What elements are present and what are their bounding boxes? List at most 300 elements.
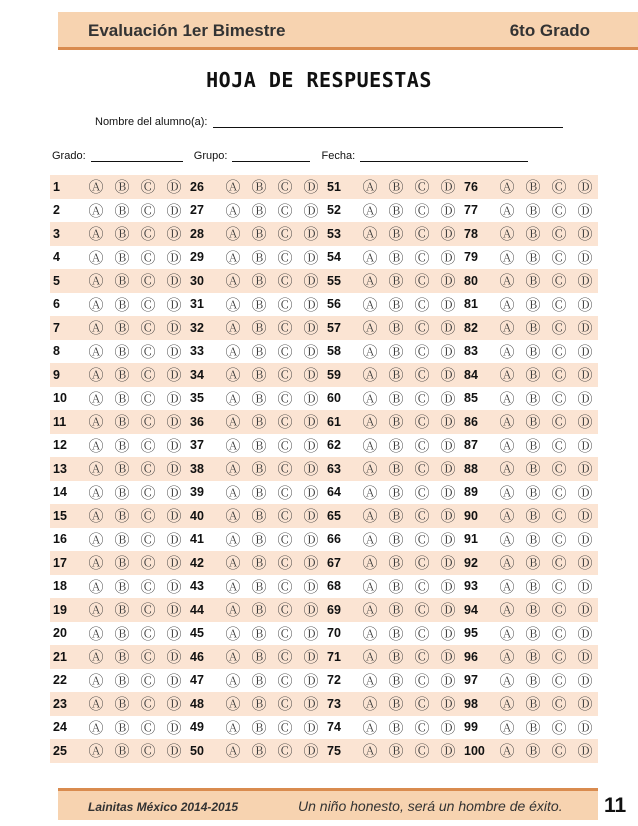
answer-bubble-a[interactable]: Ⓐ <box>362 248 378 267</box>
answer-bubble-a[interactable]: Ⓐ <box>88 601 104 620</box>
answer-bubble-d[interactable]: Ⓓ <box>166 413 182 432</box>
answer-bubble-c[interactable]: Ⓒ <box>414 695 430 714</box>
answer-bubble-d[interactable]: Ⓓ <box>440 695 456 714</box>
answer-bubble-a[interactable]: Ⓐ <box>499 624 515 643</box>
answer-bubble-a[interactable]: Ⓐ <box>225 624 241 643</box>
answer-bubble-a[interactable]: Ⓐ <box>362 742 378 761</box>
answer-bubble-c[interactable]: Ⓒ <box>277 389 293 408</box>
answer-bubble-c[interactable]: Ⓒ <box>140 342 156 361</box>
answer-bubble-c[interactable]: Ⓒ <box>140 178 156 197</box>
answer-bubble-b[interactable]: Ⓑ <box>251 577 267 596</box>
answer-bubble-b[interactable]: Ⓑ <box>114 295 130 314</box>
answer-bubble-a[interactable]: Ⓐ <box>225 272 241 291</box>
answer-bubble-b[interactable]: Ⓑ <box>251 460 267 479</box>
answer-bubble-d[interactable]: Ⓓ <box>440 718 456 737</box>
answer-bubble-d[interactable]: Ⓓ <box>440 507 456 526</box>
answer-bubble-a[interactable]: Ⓐ <box>225 413 241 432</box>
answer-bubble-b[interactable]: Ⓑ <box>388 389 404 408</box>
answer-bubble-b[interactable]: Ⓑ <box>251 225 267 244</box>
answer-bubble-d[interactable]: Ⓓ <box>303 648 319 667</box>
answer-bubble-d[interactable]: Ⓓ <box>303 742 319 761</box>
answer-bubble-b[interactable]: Ⓑ <box>114 342 130 361</box>
answer-bubble-b[interactable]: Ⓑ <box>251 178 267 197</box>
answer-bubble-b[interactable]: Ⓑ <box>525 319 541 338</box>
answer-bubble-c[interactable]: Ⓒ <box>414 507 430 526</box>
answer-bubble-b[interactable]: Ⓑ <box>525 483 541 502</box>
answer-bubble-a[interactable]: Ⓐ <box>225 178 241 197</box>
answer-bubble-a[interactable]: Ⓐ <box>362 671 378 690</box>
answer-bubble-b[interactable]: Ⓑ <box>251 695 267 714</box>
answer-bubble-a[interactable]: Ⓐ <box>88 695 104 714</box>
answer-bubble-b[interactable]: Ⓑ <box>525 295 541 314</box>
answer-bubble-b[interactable]: Ⓑ <box>525 601 541 620</box>
answer-bubble-d[interactable]: Ⓓ <box>577 248 593 267</box>
answer-bubble-c[interactable]: Ⓒ <box>551 460 567 479</box>
answer-bubble-b[interactable]: Ⓑ <box>525 342 541 361</box>
answer-bubble-c[interactable]: Ⓒ <box>277 319 293 338</box>
answer-bubble-b[interactable]: Ⓑ <box>525 178 541 197</box>
answer-bubble-b[interactable]: Ⓑ <box>114 483 130 502</box>
answer-bubble-d[interactable]: Ⓓ <box>440 319 456 338</box>
answer-bubble-b[interactable]: Ⓑ <box>388 718 404 737</box>
answer-bubble-c[interactable]: Ⓒ <box>551 272 567 291</box>
answer-bubble-b[interactable]: Ⓑ <box>114 671 130 690</box>
answer-bubble-b[interactable]: Ⓑ <box>388 671 404 690</box>
answer-bubble-d[interactable]: Ⓓ <box>577 436 593 455</box>
answer-bubble-a[interactable]: Ⓐ <box>499 601 515 620</box>
answer-bubble-b[interactable]: Ⓑ <box>525 671 541 690</box>
answer-bubble-a[interactable]: Ⓐ <box>362 201 378 220</box>
answer-bubble-b[interactable]: Ⓑ <box>388 577 404 596</box>
answer-bubble-a[interactable]: Ⓐ <box>499 389 515 408</box>
answer-bubble-d[interactable]: Ⓓ <box>166 248 182 267</box>
answer-bubble-a[interactable]: Ⓐ <box>499 718 515 737</box>
answer-bubble-b[interactable]: Ⓑ <box>388 225 404 244</box>
answer-bubble-b[interactable]: Ⓑ <box>114 530 130 549</box>
answer-bubble-c[interactable]: Ⓒ <box>414 554 430 573</box>
answer-bubble-c[interactable]: Ⓒ <box>277 530 293 549</box>
answer-bubble-c[interactable]: Ⓒ <box>414 648 430 667</box>
answer-bubble-b[interactable]: Ⓑ <box>114 389 130 408</box>
answer-bubble-a[interactable]: Ⓐ <box>88 742 104 761</box>
answer-bubble-c[interactable]: Ⓒ <box>277 342 293 361</box>
answer-bubble-c[interactable]: Ⓒ <box>277 577 293 596</box>
answer-bubble-a[interactable]: Ⓐ <box>88 507 104 526</box>
answer-bubble-c[interactable]: Ⓒ <box>140 718 156 737</box>
answer-bubble-a[interactable]: Ⓐ <box>499 295 515 314</box>
answer-bubble-b[interactable]: Ⓑ <box>251 742 267 761</box>
answer-bubble-a[interactable]: Ⓐ <box>362 695 378 714</box>
answer-bubble-c[interactable]: Ⓒ <box>414 225 430 244</box>
answer-bubble-a[interactable]: Ⓐ <box>362 366 378 385</box>
answer-bubble-d[interactable]: Ⓓ <box>166 507 182 526</box>
answer-bubble-c[interactable]: Ⓒ <box>414 436 430 455</box>
answer-bubble-d[interactable]: Ⓓ <box>577 601 593 620</box>
answer-bubble-b[interactable]: Ⓑ <box>388 272 404 291</box>
answer-bubble-b[interactable]: Ⓑ <box>525 201 541 220</box>
answer-bubble-c[interactable]: Ⓒ <box>414 671 430 690</box>
answer-bubble-d[interactable]: Ⓓ <box>577 342 593 361</box>
answer-bubble-a[interactable]: Ⓐ <box>362 624 378 643</box>
answer-bubble-d[interactable]: Ⓓ <box>303 671 319 690</box>
answer-bubble-c[interactable]: Ⓒ <box>414 272 430 291</box>
answer-bubble-b[interactable]: Ⓑ <box>525 413 541 432</box>
answer-bubble-d[interactable]: Ⓓ <box>303 483 319 502</box>
answer-bubble-d[interactable]: Ⓓ <box>303 295 319 314</box>
answer-bubble-b[interactable]: Ⓑ <box>114 601 130 620</box>
answer-bubble-c[interactable]: Ⓒ <box>414 413 430 432</box>
answer-bubble-d[interactable]: Ⓓ <box>166 648 182 667</box>
answer-bubble-a[interactable]: Ⓐ <box>499 436 515 455</box>
answer-bubble-b[interactable]: Ⓑ <box>251 319 267 338</box>
answer-bubble-a[interactable]: Ⓐ <box>225 483 241 502</box>
answer-bubble-c[interactable]: Ⓒ <box>140 436 156 455</box>
answer-bubble-c[interactable]: Ⓒ <box>551 624 567 643</box>
answer-bubble-d[interactable]: Ⓓ <box>577 201 593 220</box>
answer-bubble-b[interactable]: Ⓑ <box>388 554 404 573</box>
answer-bubble-d[interactable]: Ⓓ <box>303 201 319 220</box>
answer-bubble-d[interactable]: Ⓓ <box>166 530 182 549</box>
answer-bubble-b[interactable]: Ⓑ <box>114 178 130 197</box>
answer-bubble-d[interactable]: Ⓓ <box>440 460 456 479</box>
answer-bubble-c[interactable]: Ⓒ <box>551 366 567 385</box>
answer-bubble-c[interactable]: Ⓒ <box>414 178 430 197</box>
answer-bubble-a[interactable]: Ⓐ <box>225 460 241 479</box>
answer-bubble-b[interactable]: Ⓑ <box>114 507 130 526</box>
answer-bubble-d[interactable]: Ⓓ <box>166 201 182 220</box>
answer-bubble-d[interactable]: Ⓓ <box>577 530 593 549</box>
answer-bubble-b[interactable]: Ⓑ <box>388 601 404 620</box>
answer-bubble-a[interactable]: Ⓐ <box>499 742 515 761</box>
answer-bubble-d[interactable]: Ⓓ <box>577 460 593 479</box>
answer-bubble-c[interactable]: Ⓒ <box>277 178 293 197</box>
answer-bubble-a[interactable]: Ⓐ <box>362 436 378 455</box>
answer-bubble-b[interactable]: Ⓑ <box>251 295 267 314</box>
answer-bubble-a[interactable]: Ⓐ <box>362 530 378 549</box>
answer-bubble-d[interactable]: Ⓓ <box>303 248 319 267</box>
answer-bubble-b[interactable]: Ⓑ <box>525 530 541 549</box>
answer-bubble-c[interactable]: Ⓒ <box>414 295 430 314</box>
answer-bubble-d[interactable]: Ⓓ <box>166 319 182 338</box>
answer-bubble-b[interactable]: Ⓑ <box>114 366 130 385</box>
answer-bubble-b[interactable]: Ⓑ <box>388 295 404 314</box>
answer-bubble-c[interactable]: Ⓒ <box>551 319 567 338</box>
answer-bubble-a[interactable]: Ⓐ <box>499 483 515 502</box>
answer-bubble-a[interactable]: Ⓐ <box>499 342 515 361</box>
answer-bubble-c[interactable]: Ⓒ <box>551 389 567 408</box>
answer-bubble-a[interactable]: Ⓐ <box>499 248 515 267</box>
answer-bubble-b[interactable]: Ⓑ <box>525 648 541 667</box>
answer-bubble-c[interactable]: Ⓒ <box>277 436 293 455</box>
answer-bubble-b[interactable]: Ⓑ <box>251 342 267 361</box>
answer-bubble-b[interactable]: Ⓑ <box>114 413 130 432</box>
answer-bubble-b[interactable]: Ⓑ <box>114 272 130 291</box>
answer-bubble-b[interactable]: Ⓑ <box>388 201 404 220</box>
answer-bubble-d[interactable]: Ⓓ <box>166 272 182 291</box>
answer-bubble-c[interactable]: Ⓒ <box>414 342 430 361</box>
answer-bubble-d[interactable]: Ⓓ <box>440 554 456 573</box>
answer-bubble-b[interactable]: Ⓑ <box>525 718 541 737</box>
answer-bubble-c[interactable]: Ⓒ <box>551 201 567 220</box>
answer-bubble-c[interactable]: Ⓒ <box>277 718 293 737</box>
answer-bubble-c[interactable]: Ⓒ <box>140 389 156 408</box>
answer-bubble-c[interactable]: Ⓒ <box>551 507 567 526</box>
answer-bubble-c[interactable]: Ⓒ <box>277 742 293 761</box>
answer-bubble-c[interactable]: Ⓒ <box>551 742 567 761</box>
answer-bubble-b[interactable]: Ⓑ <box>114 554 130 573</box>
answer-bubble-a[interactable]: Ⓐ <box>362 225 378 244</box>
answer-bubble-a[interactable]: Ⓐ <box>88 201 104 220</box>
answer-bubble-c[interactable]: Ⓒ <box>277 601 293 620</box>
answer-bubble-c[interactable]: Ⓒ <box>140 530 156 549</box>
answer-bubble-a[interactable]: Ⓐ <box>362 460 378 479</box>
answer-bubble-c[interactable]: Ⓒ <box>277 295 293 314</box>
answer-bubble-d[interactable]: Ⓓ <box>303 225 319 244</box>
answer-bubble-d[interactable]: Ⓓ <box>303 577 319 596</box>
answer-bubble-a[interactable]: Ⓐ <box>362 483 378 502</box>
answer-bubble-b[interactable]: Ⓑ <box>525 389 541 408</box>
answer-bubble-d[interactable]: Ⓓ <box>440 413 456 432</box>
answer-bubble-c[interactable]: Ⓒ <box>277 695 293 714</box>
answer-bubble-c[interactable]: Ⓒ <box>140 201 156 220</box>
answer-bubble-d[interactable]: Ⓓ <box>577 319 593 338</box>
answer-bubble-c[interactable]: Ⓒ <box>140 483 156 502</box>
answer-bubble-b[interactable]: Ⓑ <box>388 624 404 643</box>
answer-bubble-b[interactable]: Ⓑ <box>525 225 541 244</box>
answer-bubble-a[interactable]: Ⓐ <box>362 342 378 361</box>
answer-bubble-d[interactable]: Ⓓ <box>303 624 319 643</box>
answer-bubble-a[interactable]: Ⓐ <box>499 366 515 385</box>
answer-bubble-c[interactable]: Ⓒ <box>414 483 430 502</box>
answer-bubble-b[interactable]: Ⓑ <box>251 272 267 291</box>
answer-bubble-a[interactable]: Ⓐ <box>499 577 515 596</box>
answer-bubble-a[interactable]: Ⓐ <box>362 178 378 197</box>
answer-bubble-a[interactable]: Ⓐ <box>225 436 241 455</box>
answer-bubble-b[interactable]: Ⓑ <box>525 507 541 526</box>
answer-bubble-a[interactable]: Ⓐ <box>499 319 515 338</box>
answer-bubble-b[interactable]: Ⓑ <box>251 601 267 620</box>
answer-bubble-c[interactable]: Ⓒ <box>551 718 567 737</box>
answer-bubble-d[interactable]: Ⓓ <box>303 389 319 408</box>
answer-bubble-c[interactable]: Ⓒ <box>140 507 156 526</box>
answer-bubble-a[interactable]: Ⓐ <box>88 530 104 549</box>
answer-bubble-c[interactable]: Ⓒ <box>277 366 293 385</box>
answer-bubble-b[interactable]: Ⓑ <box>251 648 267 667</box>
answer-bubble-b[interactable]: Ⓑ <box>388 483 404 502</box>
answer-bubble-d[interactable]: Ⓓ <box>440 366 456 385</box>
answer-bubble-b[interactable]: Ⓑ <box>114 319 130 338</box>
answer-bubble-a[interactable]: Ⓐ <box>499 272 515 291</box>
answer-bubble-d[interactable]: Ⓓ <box>440 530 456 549</box>
answer-bubble-b[interactable]: Ⓑ <box>388 342 404 361</box>
answer-bubble-d[interactable]: Ⓓ <box>577 554 593 573</box>
answer-bubble-d[interactable]: Ⓓ <box>166 389 182 408</box>
answer-bubble-d[interactable]: Ⓓ <box>440 178 456 197</box>
answer-bubble-c[interactable]: Ⓒ <box>277 507 293 526</box>
answer-bubble-c[interactable]: Ⓒ <box>551 577 567 596</box>
answer-bubble-d[interactable]: Ⓓ <box>577 483 593 502</box>
answer-bubble-a[interactable]: Ⓐ <box>225 389 241 408</box>
answer-bubble-d[interactable]: Ⓓ <box>440 248 456 267</box>
answer-bubble-d[interactable]: Ⓓ <box>166 460 182 479</box>
answer-bubble-a[interactable]: Ⓐ <box>88 436 104 455</box>
answer-bubble-b[interactable]: Ⓑ <box>114 742 130 761</box>
answer-bubble-d[interactable]: Ⓓ <box>577 507 593 526</box>
answer-bubble-c[interactable]: Ⓒ <box>277 554 293 573</box>
answer-bubble-a[interactable]: Ⓐ <box>362 718 378 737</box>
answer-bubble-c[interactable]: Ⓒ <box>140 742 156 761</box>
answer-bubble-b[interactable]: Ⓑ <box>114 460 130 479</box>
answer-bubble-b[interactable]: Ⓑ <box>525 366 541 385</box>
answer-bubble-a[interactable]: Ⓐ <box>225 319 241 338</box>
answer-bubble-a[interactable]: Ⓐ <box>225 201 241 220</box>
answer-bubble-d[interactable]: Ⓓ <box>577 624 593 643</box>
answer-bubble-b[interactable]: Ⓑ <box>388 178 404 197</box>
answer-bubble-a[interactable]: Ⓐ <box>362 554 378 573</box>
answer-bubble-d[interactable]: Ⓓ <box>166 295 182 314</box>
answer-bubble-b[interactable]: Ⓑ <box>388 742 404 761</box>
answer-bubble-b[interactable]: Ⓑ <box>388 436 404 455</box>
answer-bubble-c[interactable]: Ⓒ <box>140 554 156 573</box>
answer-bubble-a[interactable]: Ⓐ <box>362 601 378 620</box>
answer-bubble-d[interactable]: Ⓓ <box>577 389 593 408</box>
answer-bubble-b[interactable]: Ⓑ <box>388 695 404 714</box>
answer-bubble-d[interactable]: Ⓓ <box>303 601 319 620</box>
answer-bubble-b[interactable]: Ⓑ <box>251 366 267 385</box>
answer-bubble-d[interactable]: Ⓓ <box>577 648 593 667</box>
answer-bubble-b[interactable]: Ⓑ <box>114 248 130 267</box>
answer-bubble-a[interactable]: Ⓐ <box>88 272 104 291</box>
answer-bubble-d[interactable]: Ⓓ <box>166 671 182 690</box>
answer-bubble-b[interactable]: Ⓑ <box>251 624 267 643</box>
answer-bubble-a[interactable]: Ⓐ <box>225 366 241 385</box>
answer-bubble-c[interactable]: Ⓒ <box>414 460 430 479</box>
answer-bubble-c[interactable]: Ⓒ <box>277 671 293 690</box>
answer-bubble-b[interactable]: Ⓑ <box>388 319 404 338</box>
answer-bubble-d[interactable]: Ⓓ <box>303 718 319 737</box>
answer-bubble-c[interactable]: Ⓒ <box>551 436 567 455</box>
answer-bubble-d[interactable]: Ⓓ <box>166 436 182 455</box>
answer-bubble-c[interactable]: Ⓒ <box>140 295 156 314</box>
answer-bubble-d[interactable]: Ⓓ <box>166 695 182 714</box>
answer-bubble-d[interactable]: Ⓓ <box>577 577 593 596</box>
answer-bubble-b[interactable]: Ⓑ <box>251 389 267 408</box>
answer-bubble-c[interactable]: Ⓒ <box>140 601 156 620</box>
answer-bubble-c[interactable]: Ⓒ <box>140 671 156 690</box>
answer-bubble-a[interactable]: Ⓐ <box>225 742 241 761</box>
answer-bubble-d[interactable]: Ⓓ <box>166 601 182 620</box>
answer-bubble-b[interactable]: Ⓑ <box>251 483 267 502</box>
answer-bubble-c[interactable]: Ⓒ <box>277 248 293 267</box>
answer-bubble-a[interactable]: Ⓐ <box>88 671 104 690</box>
answer-bubble-b[interactable]: Ⓑ <box>114 436 130 455</box>
answer-bubble-c[interactable]: Ⓒ <box>414 742 430 761</box>
answer-bubble-d[interactable]: Ⓓ <box>440 624 456 643</box>
answer-bubble-b[interactable]: Ⓑ <box>251 507 267 526</box>
answer-bubble-d[interactable]: Ⓓ <box>303 413 319 432</box>
answer-bubble-b[interactable]: Ⓑ <box>114 225 130 244</box>
answer-bubble-c[interactable]: Ⓒ <box>551 225 567 244</box>
answer-bubble-d[interactable]: Ⓓ <box>440 201 456 220</box>
answer-bubble-a[interactable]: Ⓐ <box>362 413 378 432</box>
answer-bubble-a[interactable]: Ⓐ <box>88 225 104 244</box>
answer-bubble-a[interactable]: Ⓐ <box>362 507 378 526</box>
answer-bubble-d[interactable]: Ⓓ <box>303 507 319 526</box>
answer-bubble-d[interactable]: Ⓓ <box>440 225 456 244</box>
answer-bubble-a[interactable]: Ⓐ <box>225 295 241 314</box>
answer-bubble-c[interactable]: Ⓒ <box>414 319 430 338</box>
answer-bubble-b[interactable]: Ⓑ <box>525 742 541 761</box>
answer-bubble-c[interactable]: Ⓒ <box>140 319 156 338</box>
answer-bubble-d[interactable]: Ⓓ <box>303 366 319 385</box>
answer-bubble-c[interactable]: Ⓒ <box>551 530 567 549</box>
answer-bubble-a[interactable]: Ⓐ <box>362 319 378 338</box>
answer-bubble-d[interactable]: Ⓓ <box>440 389 456 408</box>
answer-bubble-b[interactable]: Ⓑ <box>251 554 267 573</box>
answer-bubble-a[interactable]: Ⓐ <box>499 648 515 667</box>
answer-bubble-c[interactable]: Ⓒ <box>551 248 567 267</box>
answer-bubble-b[interactable]: Ⓑ <box>525 272 541 291</box>
answer-bubble-c[interactable]: Ⓒ <box>414 248 430 267</box>
answer-bubble-c[interactable]: Ⓒ <box>140 272 156 291</box>
answer-bubble-b[interactable]: Ⓑ <box>114 577 130 596</box>
answer-bubble-c[interactable]: Ⓒ <box>414 601 430 620</box>
answer-bubble-a[interactable]: Ⓐ <box>225 601 241 620</box>
answer-bubble-b[interactable]: Ⓑ <box>251 718 267 737</box>
group-field[interactable] <box>232 150 310 162</box>
answer-bubble-a[interactable]: Ⓐ <box>88 342 104 361</box>
answer-bubble-d[interactable]: Ⓓ <box>303 530 319 549</box>
answer-bubble-b[interactable]: Ⓑ <box>114 695 130 714</box>
answer-bubble-d[interactable]: Ⓓ <box>166 742 182 761</box>
answer-bubble-a[interactable]: Ⓐ <box>225 718 241 737</box>
answer-bubble-a[interactable]: Ⓐ <box>499 554 515 573</box>
answer-bubble-c[interactable]: Ⓒ <box>551 413 567 432</box>
answer-bubble-d[interactable]: Ⓓ <box>166 718 182 737</box>
grade-field[interactable] <box>91 150 183 162</box>
answer-bubble-a[interactable]: Ⓐ <box>88 295 104 314</box>
answer-bubble-c[interactable]: Ⓒ <box>551 295 567 314</box>
answer-bubble-d[interactable]: Ⓓ <box>303 319 319 338</box>
answer-bubble-c[interactable]: Ⓒ <box>277 648 293 667</box>
answer-bubble-b[interactable]: Ⓑ <box>388 648 404 667</box>
answer-bubble-a[interactable]: Ⓐ <box>88 460 104 479</box>
answer-bubble-d[interactable]: Ⓓ <box>577 695 593 714</box>
answer-bubble-c[interactable]: Ⓒ <box>277 201 293 220</box>
answer-bubble-b[interactable]: Ⓑ <box>251 413 267 432</box>
answer-bubble-a[interactable]: Ⓐ <box>225 577 241 596</box>
answer-bubble-c[interactable]: Ⓒ <box>277 272 293 291</box>
answer-bubble-b[interactable]: Ⓑ <box>525 695 541 714</box>
answer-bubble-a[interactable]: Ⓐ <box>88 389 104 408</box>
answer-bubble-d[interactable]: Ⓓ <box>440 436 456 455</box>
answer-bubble-a[interactable]: Ⓐ <box>88 624 104 643</box>
answer-bubble-c[interactable]: Ⓒ <box>140 225 156 244</box>
answer-bubble-d[interactable]: Ⓓ <box>166 483 182 502</box>
answer-bubble-c[interactable]: Ⓒ <box>277 413 293 432</box>
answer-bubble-a[interactable]: Ⓐ <box>88 577 104 596</box>
answer-bubble-c[interactable]: Ⓒ <box>140 248 156 267</box>
answer-bubble-b[interactable]: Ⓑ <box>525 577 541 596</box>
answer-bubble-a[interactable]: Ⓐ <box>225 671 241 690</box>
answer-bubble-d[interactable]: Ⓓ <box>166 366 182 385</box>
answer-bubble-b[interactable]: Ⓑ <box>525 624 541 643</box>
answer-bubble-d[interactable]: Ⓓ <box>577 272 593 291</box>
answer-bubble-a[interactable]: Ⓐ <box>225 248 241 267</box>
answer-bubble-c[interactable]: Ⓒ <box>414 624 430 643</box>
answer-bubble-d[interactable]: Ⓓ <box>577 742 593 761</box>
answer-bubble-d[interactable]: Ⓓ <box>303 342 319 361</box>
